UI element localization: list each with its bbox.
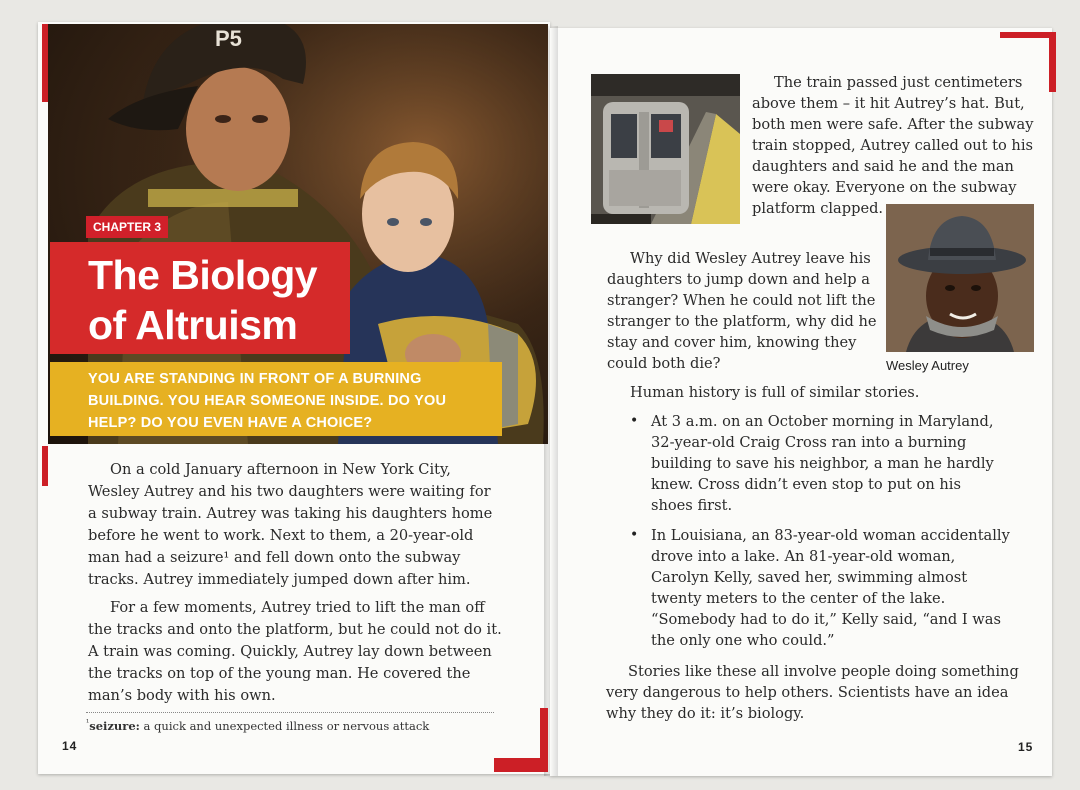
right-body-line: stranger to the platform, why did he	[607, 313, 877, 330]
body-line: man had a seizure¹ and fell down onto the subway	[88, 549, 461, 566]
right-body-line: daughters to jump down and help a	[607, 271, 870, 288]
body-line: a subway train. Autrey was taking his daughters home	[88, 505, 493, 522]
bullet-line: knew. Cross didn’t even stop to put on his	[651, 476, 961, 493]
footnote	[86, 718, 429, 733]
right-body-line: why they do it: it’s biology.	[606, 705, 805, 722]
bullet-line: shoes first.	[651, 497, 733, 514]
bullet-dot: •	[630, 527, 639, 543]
bullet-line: twenty meters to the center of the lake.	[651, 590, 946, 607]
right-body-line: above them – it hit Autrey’s hat. But,	[752, 95, 1025, 112]
bullet-dot: •	[630, 413, 639, 429]
helmet-label: P5	[215, 26, 242, 51]
right-corner-accent-vertical	[1049, 32, 1056, 92]
right-body-line: train stopped, Autrey called out to his	[752, 137, 1033, 154]
chapter-title-line-2: of Altruism	[88, 302, 298, 348]
body-line: tracks. Autrey immediately jumped down after him.	[88, 571, 471, 588]
chapter-title-line-1: The Biology	[88, 252, 318, 298]
subway-train-illustration	[591, 74, 740, 224]
lead-line-3: HELP? DO YOU EVEN HAVE A CHOICE?	[88, 415, 373, 431]
right-body-line: stay and cover him, knowing they	[607, 334, 857, 351]
page-number-right: 15	[1018, 740, 1034, 754]
right-body-line: stranger? When he could not lift the	[607, 292, 876, 309]
body-line: A train was coming. Quickly, Autrey lay down between	[88, 643, 492, 660]
body-line: On a cold January afternoon in New York City,	[110, 461, 451, 478]
body-line: the tracks and onto the platform, but he could not do it.	[88, 621, 502, 638]
spine-accent-vertical	[540, 708, 548, 772]
bullet-line: 32-year-old Craig Cross ran into a burning	[651, 434, 967, 451]
right-body-line: both men were safe. After the subway	[752, 116, 1034, 133]
bullet-line: At 3 a.m. on an October morning in Maryland,	[651, 413, 994, 430]
left-corner-accent-bottom	[42, 446, 48, 486]
lead-line-2: BUILDING. YOU HEAR SOMEONE INSIDE. DO YOU	[88, 393, 447, 409]
subway-train-photo	[591, 74, 740, 224]
bullet-line: Carolyn Kelly, saved her, swimming almost	[651, 569, 968, 586]
right-body-line: could both die?	[607, 355, 721, 372]
right-corner-accent	[1000, 32, 1056, 38]
body-line: man’s body with his own.	[88, 687, 276, 704]
footnote-definition: a quick and unexpected illness or nervous attack	[139, 718, 430, 733]
lead-line-1: YOU ARE STANDING IN FRONT OF A BURNING	[88, 371, 422, 387]
footnote-term: seizure:	[89, 718, 140, 733]
right-body-line: daughters and said he and the man	[752, 158, 1014, 175]
bullet-line: drove into a lake. An 81-year-old woman,	[651, 548, 956, 565]
right-body-line: very dangerous to help others. Scientists have an idea	[606, 684, 1009, 701]
right-body-line: Why did Wesley Autrey leave his	[630, 250, 871, 267]
right-body-line: platform clapped.	[752, 200, 884, 217]
footnote-divider	[86, 712, 494, 713]
right-body-line: Stories like these all involve people doing something	[628, 663, 1019, 680]
bullet-line: the only one who could.”	[651, 632, 835, 649]
bullet-line: “Somebody had to do it,” Kelly said, “and I was	[651, 611, 1001, 628]
portrait-illustration	[886, 204, 1034, 352]
spine-accent-bottom	[494, 758, 546, 772]
bullet-line: In Louisiana, an 83-year-old woman accidentally	[651, 527, 1010, 544]
body-line: Wesley Autrey and his two daughters were waiting for	[88, 483, 491, 500]
wesley-autrey-photo	[886, 204, 1034, 352]
bullet-line: building to save his neighbor, a man he hardly	[651, 455, 994, 472]
chapter-label: CHAPTER 3	[86, 216, 168, 238]
right-body-line: The train passed just centimeters	[774, 74, 1023, 91]
photo-caption: Wesley Autrey	[886, 358, 969, 373]
page-number-left: 14	[62, 739, 78, 753]
right-body-line: Human history is full of similar stories.	[630, 384, 920, 401]
footnote-marker: ¹	[86, 718, 90, 727]
body-line: For a few moments, Autrey tried to lift the man off	[110, 599, 485, 616]
right-body-line: were okay. Everyone on the subway	[752, 179, 1017, 196]
body-line: before he went to work. Next to them, a 20-year-old	[88, 527, 474, 544]
body-line: the tracks on top of the young man. He covered the	[88, 665, 471, 682]
